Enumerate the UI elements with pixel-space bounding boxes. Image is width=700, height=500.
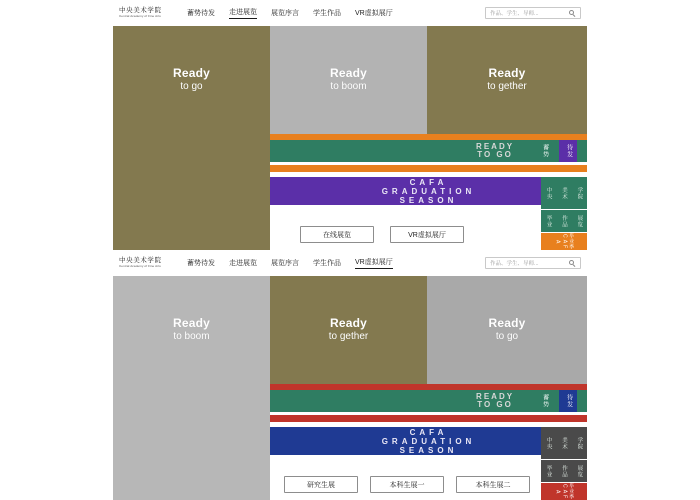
hero-line2: to boom (173, 331, 210, 343)
cta-buttons-bottom (284, 476, 530, 493)
vblock-label: 蓄势 (541, 144, 548, 158)
poster-graphic-top (270, 134, 587, 250)
cafa-line1: CAFA (409, 177, 448, 187)
top-navbar (113, 0, 587, 26)
nav-item-xushidaifa[interactable]: 蓄势待发 (187, 259, 215, 267)
grid-cell: 毕业 (545, 464, 552, 478)
website-viewport-bottom (113, 250, 587, 500)
hero-line2: to boom (330, 81, 367, 93)
site-logo[interactable] (119, 8, 173, 19)
green-grid-block-2 (541, 210, 587, 232)
site-logo-2[interactable] (119, 258, 173, 269)
band-red-2 (270, 415, 587, 422)
button-undergraduate-exhibition-2[interactable]: 本科生展二 (456, 476, 530, 493)
ready-line1: READY (476, 391, 515, 401)
search-icon[interactable] (569, 260, 576, 267)
logo-chinese-text: 中央美术学院 (119, 6, 162, 14)
grey-grid-block (541, 427, 587, 459)
ready-line2: TO GO (477, 400, 513, 409)
search-box-2[interactable] (485, 257, 581, 269)
left-panel-2 (113, 384, 270, 500)
grid-cell: 作品 (561, 214, 567, 228)
grid-cell: 美术 (561, 186, 567, 200)
nav-item-zhanlanxuyan[interactable]: 展览序言 (271, 259, 299, 267)
cafa-line2: GRADUATION (381, 186, 476, 196)
hero-line2: to gether (328, 331, 369, 343)
hero-line1: Ready (488, 66, 526, 81)
grid-cell: 美术 (561, 436, 567, 450)
hero-column-ready-together[interactable] (427, 26, 587, 134)
grey-grid-block-2 (541, 460, 587, 482)
hero-line2: to go (495, 331, 519, 343)
hero-column-ready-together[interactable] (270, 276, 427, 384)
nav-item-vr-gallery[interactable]: VR虚拟展厅 (355, 257, 393, 269)
nav-item-zhanlanxuyan[interactable]: 展览序言 (271, 9, 299, 17)
hero-column-ready-to-boom[interactable] (270, 26, 427, 134)
hero-line2: to go (180, 81, 203, 93)
vblock-label: 待发 (565, 394, 572, 408)
band-orange-2 (270, 165, 587, 172)
website-viewport-top (113, 0, 587, 250)
nav-item-vr-gallery[interactable]: VR虚拟展厅 (355, 9, 393, 17)
vblock-daifa (559, 390, 577, 412)
grid-cell: 毕业 (545, 214, 552, 228)
red-chip-label: 毕业季 C A F A (554, 483, 575, 500)
red-cafa-chip (541, 483, 587, 500)
vblock-daifa (559, 140, 577, 162)
search-input[interactable]: 作品、学生、导师... (490, 261, 539, 267)
orange-cafa-chip (541, 233, 587, 250)
poster-graphic-bottom (270, 384, 587, 500)
grid-cell: 展览 (576, 214, 583, 228)
ready-line2: TO GO (477, 150, 513, 159)
hero-line1: Ready (488, 316, 526, 331)
ready-line1: READY (476, 141, 515, 151)
hero-text (173, 316, 210, 344)
vblock-xushi (535, 390, 553, 412)
hero-line1: Ready (329, 316, 367, 331)
search-box[interactable] (485, 7, 581, 19)
grid-cell: 中央 (545, 436, 552, 450)
green-grid-block (541, 177, 587, 209)
hero-column-ready-to-boom[interactable] (113, 276, 270, 384)
hero-text (330, 66, 367, 94)
grid-cell: 展览 (576, 464, 583, 478)
button-vr-gallery[interactable]: VR虚拟展厅 (390, 226, 464, 243)
vblock-label: 蓄势 (541, 394, 548, 408)
grid-cell: 学院 (576, 436, 583, 450)
vblock-xushi (535, 140, 553, 162)
hero-line1: Ready (172, 316, 211, 331)
band-white-3 (270, 455, 587, 459)
nav-item-xushidaifa[interactable]: 蓄势待发 (187, 9, 215, 17)
hero-line1: Ready (329, 66, 368, 81)
vblock-label: 待发 (565, 144, 572, 158)
hero-text (173, 66, 210, 94)
hero-columns-bottom (113, 276, 587, 384)
hero-text (329, 316, 368, 344)
nav-item-xueshengzuopin[interactable]: 学生作品 (313, 9, 341, 17)
hero-columns-top (113, 26, 587, 134)
hero-column-ready-to-go[interactable] (113, 26, 270, 134)
cafa-line3: SEASON (399, 195, 458, 205)
nav-item-xueshengzuopin[interactable]: 学生作品 (313, 259, 341, 267)
screenshot-bottom (0, 250, 700, 500)
nav-item-zoujinzhanlan[interactable]: 走进展览 (229, 259, 257, 267)
logo-english-text: Central Academy of Fine Arts (119, 264, 161, 269)
hero-text (487, 66, 526, 94)
poster-area-top (113, 134, 587, 250)
cafa-graduation-season-text (270, 177, 587, 205)
search-icon[interactable] (569, 10, 576, 17)
band-white-3 (270, 205, 587, 209)
button-graduate-exhibition[interactable]: 研究生展 (284, 476, 358, 493)
nav-links (187, 7, 393, 19)
grid-cell: 学院 (576, 186, 583, 200)
left-panel (113, 134, 270, 250)
cta-buttons-top (300, 226, 464, 243)
hero-line2: to gether (487, 81, 527, 93)
cafa-line3: SEASON (399, 445, 458, 455)
poster-area-bottom (113, 384, 587, 500)
grid-cell: 中央 (545, 186, 552, 200)
hero-line1: Ready (172, 66, 211, 81)
cafa-graduation-season-text (270, 427, 587, 455)
search-input[interactable]: 作品、学生、导师... (490, 11, 539, 17)
nav-links-2 (187, 257, 393, 269)
button-undergraduate-exhibition-1[interactable]: 本科生展一 (370, 476, 444, 493)
hero-text (488, 316, 525, 344)
orange-chip-label: 毕业季 C A F A (554, 233, 575, 250)
hero-column-ready-to-go[interactable] (427, 276, 587, 384)
logo-chinese-text: 中央美术学院 (119, 256, 162, 264)
button-online-exhibition[interactable]: 在线展览 (300, 226, 374, 243)
cafa-line2: GRADUATION (381, 436, 476, 446)
grid-cell: 作品 (561, 464, 567, 478)
top-navbar-2 (113, 250, 587, 276)
logo-english-text: Central Academy of Fine Arts (119, 14, 161, 19)
cafa-line1: CAFA (409, 427, 448, 437)
nav-item-zoujinzhanlan[interactable]: 走进展览 (229, 7, 257, 19)
